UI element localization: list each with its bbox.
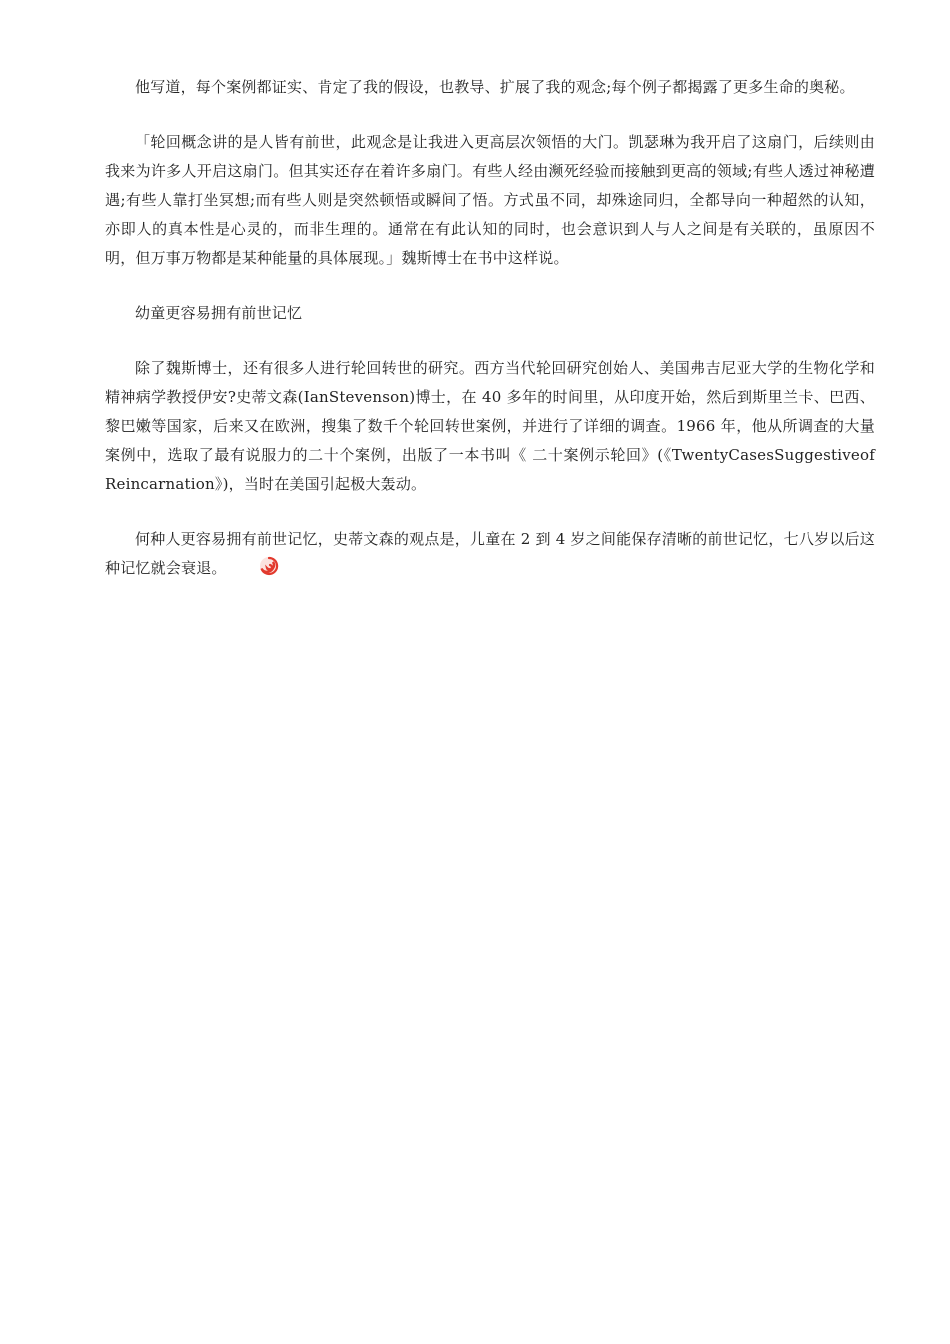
paragraph-1: 他写道，每个案例都证实、肯定了我的假设，也教导、扩展了我的观念;每个例子都揭露了更多生命的奥秘。 bbox=[135, 78, 855, 96]
paragraph-2: 「轮回概念讲的是人皆有前世，此观念是让我进入更高层次领悟的大门。凯瑟琳为我开启了这扇门，后续则由我来为许多人开启这扇门。但其实还存在着许多扇门。有些人经由濒死经验而接触到更高的领域;有些人透过神秘遭遇;有些人靠打坐冥想;而有些人则是突然顿悟或瞬间了悟。方式虽不同，却殊途同归，全都导向一种超然的认知，亦即人的真本性是心灵的，而非生理的。通常在有此认知的同时，也会意识到人与人之间是有关联的，虽原因不明，但万事万物都是某种能量的具体展现。」魏斯博士在书中这样说。 bbox=[105, 133, 875, 267]
article-body bbox=[105, 73, 875, 609]
section-heading: 幼童更容易拥有前世记忆 bbox=[135, 304, 303, 322]
paragraph-4 bbox=[105, 525, 875, 583]
red-swirl-logo-icon bbox=[229, 556, 249, 576]
paragraph-3: 除了魏斯博士，还有很多人进行轮回转世的研究。西方当代轮回研究创始人、美国弗吉尼亚大学的生物化学和精神病学教授伊安?史蒂文森(IanStevenson)博士，在 40 多年的时间里，从印度开始，然后到斯里兰卡、巴西、黎巴嫩等国家，后来又在欧洲，搜集了数千个轮回转世案例，并进行了详细的调查。1966 年，他从所调查的大量案例中，选取了最有说服力的二十个案例，出版了一本书叫《 二十案例示轮回》(《TwentyCasesSuggestiveof Reincarnation》)，当时在美国引起极大轰动。 bbox=[105, 359, 875, 493]
paragraph-4-text: 何种人更容易拥有前世记忆，史蒂文森的观点是，儿童在 2 到 4 岁之间能保存清晰的前世记忆，七八岁以后这种记忆就会衰退。 bbox=[105, 530, 875, 577]
